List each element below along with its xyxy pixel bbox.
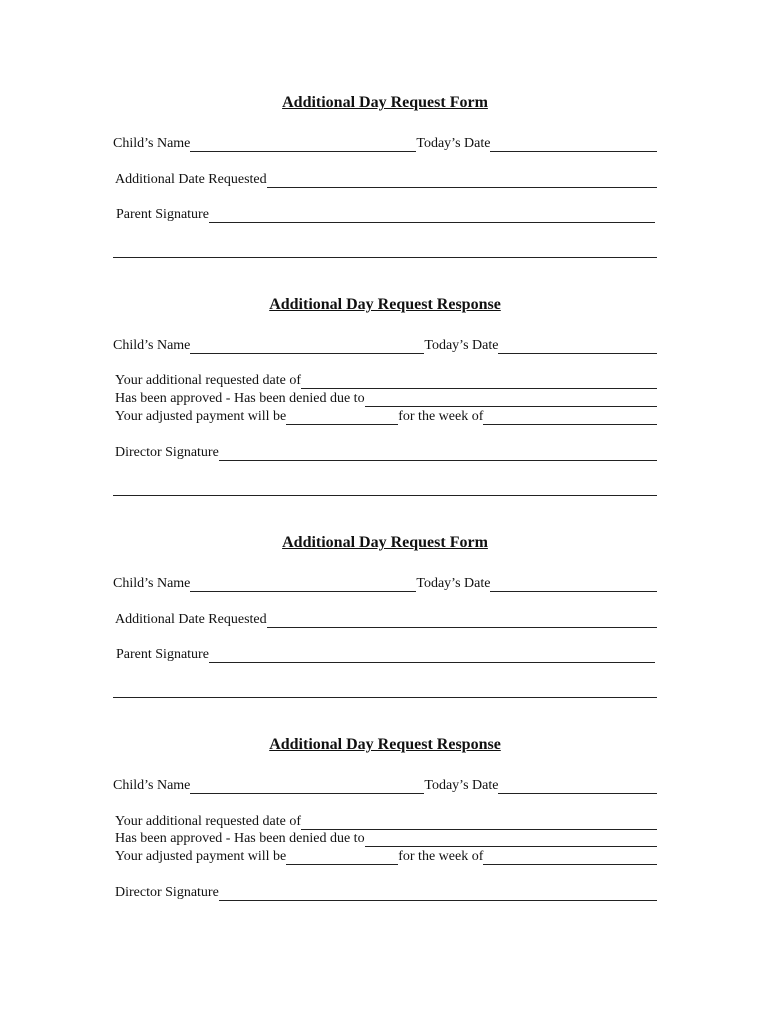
week-label: for the week of bbox=[398, 409, 484, 424]
todays-date-field[interactable] bbox=[498, 341, 657, 354]
week-field[interactable] bbox=[483, 852, 657, 865]
director-signature-row bbox=[115, 445, 657, 461]
payment-row bbox=[115, 849, 657, 865]
payment-label: Your adjusted payment will be bbox=[115, 409, 287, 424]
additional-date-row bbox=[115, 172, 657, 188]
additional-date-row bbox=[115, 612, 657, 628]
form-title: Additional Day Request Form bbox=[282, 94, 488, 111]
additional-date-field[interactable] bbox=[267, 615, 657, 628]
child-name-field[interactable] bbox=[190, 341, 424, 354]
requested-date-label: Your additional requested date of bbox=[115, 814, 301, 829]
child-name-row bbox=[113, 778, 657, 794]
child-name-field[interactable] bbox=[190, 579, 416, 592]
director-signature-field[interactable] bbox=[219, 448, 657, 461]
approval-label: Has been approved - Has been denied due to bbox=[115, 391, 365, 406]
director-signature-row bbox=[115, 885, 657, 901]
todays-date-label: Today’s Date bbox=[416, 576, 491, 591]
payment-amount-field[interactable] bbox=[286, 412, 398, 425]
requested-date-row bbox=[115, 373, 657, 389]
parent-signature-label: Parent Signature bbox=[116, 647, 209, 662]
child-name-row bbox=[113, 576, 657, 592]
parent-signature-field[interactable] bbox=[209, 210, 655, 223]
parent-signature-row bbox=[116, 647, 655, 663]
additional-date-label: Additional Date Requested bbox=[115, 612, 267, 627]
requested-date-field[interactable] bbox=[301, 376, 657, 389]
week-field[interactable] bbox=[483, 412, 657, 425]
child-name-field[interactable] bbox=[190, 781, 424, 794]
section-divider bbox=[113, 257, 657, 258]
payment-label: Your adjusted payment will be bbox=[115, 849, 287, 864]
todays-date-label: Today’s Date bbox=[416, 136, 491, 151]
director-signature-label: Director Signature bbox=[115, 885, 219, 900]
additional-date-label: Additional Date Requested bbox=[115, 172, 267, 187]
payment-amount-field[interactable] bbox=[286, 852, 398, 865]
denial-reason-field[interactable] bbox=[365, 394, 657, 407]
week-label: for the week of bbox=[398, 849, 484, 864]
child-name-row bbox=[113, 338, 657, 354]
requested-date-label: Your additional requested date of bbox=[115, 373, 301, 388]
todays-date-field[interactable] bbox=[490, 579, 657, 592]
requested-date-field[interactable] bbox=[301, 817, 657, 830]
child-name-label: Child’s Name bbox=[113, 338, 191, 353]
response-title: Additional Day Request Response bbox=[269, 736, 501, 753]
form-title: Additional Day Request Form bbox=[282, 534, 488, 551]
child-name-label: Child’s Name bbox=[113, 778, 191, 793]
todays-date-label: Today’s Date bbox=[424, 338, 499, 353]
additional-date-field[interactable] bbox=[267, 175, 657, 188]
todays-date-label: Today’s Date bbox=[424, 778, 499, 793]
parent-signature-label: Parent Signature bbox=[116, 207, 209, 222]
parent-signature-field[interactable] bbox=[209, 650, 655, 663]
approval-row bbox=[115, 391, 657, 407]
child-name-label: Child’s Name bbox=[113, 576, 191, 591]
payment-row bbox=[115, 409, 657, 425]
todays-date-field[interactable] bbox=[490, 139, 657, 152]
director-signature-field[interactable] bbox=[219, 888, 657, 901]
section-divider bbox=[113, 495, 657, 496]
child-name-label: Child’s Name bbox=[113, 136, 191, 151]
child-name-field[interactable] bbox=[190, 139, 416, 152]
approval-label: Has been approved - Has been denied due to bbox=[115, 831, 365, 846]
response-title: Additional Day Request Response bbox=[269, 296, 501, 313]
section-divider bbox=[113, 697, 657, 698]
approval-row bbox=[115, 831, 657, 847]
parent-signature-row bbox=[116, 207, 655, 223]
director-signature-label: Director Signature bbox=[115, 445, 219, 460]
child-name-row bbox=[113, 136, 657, 152]
requested-date-row bbox=[115, 814, 657, 830]
todays-date-field[interactable] bbox=[498, 781, 657, 794]
denial-reason-field[interactable] bbox=[365, 834, 657, 847]
